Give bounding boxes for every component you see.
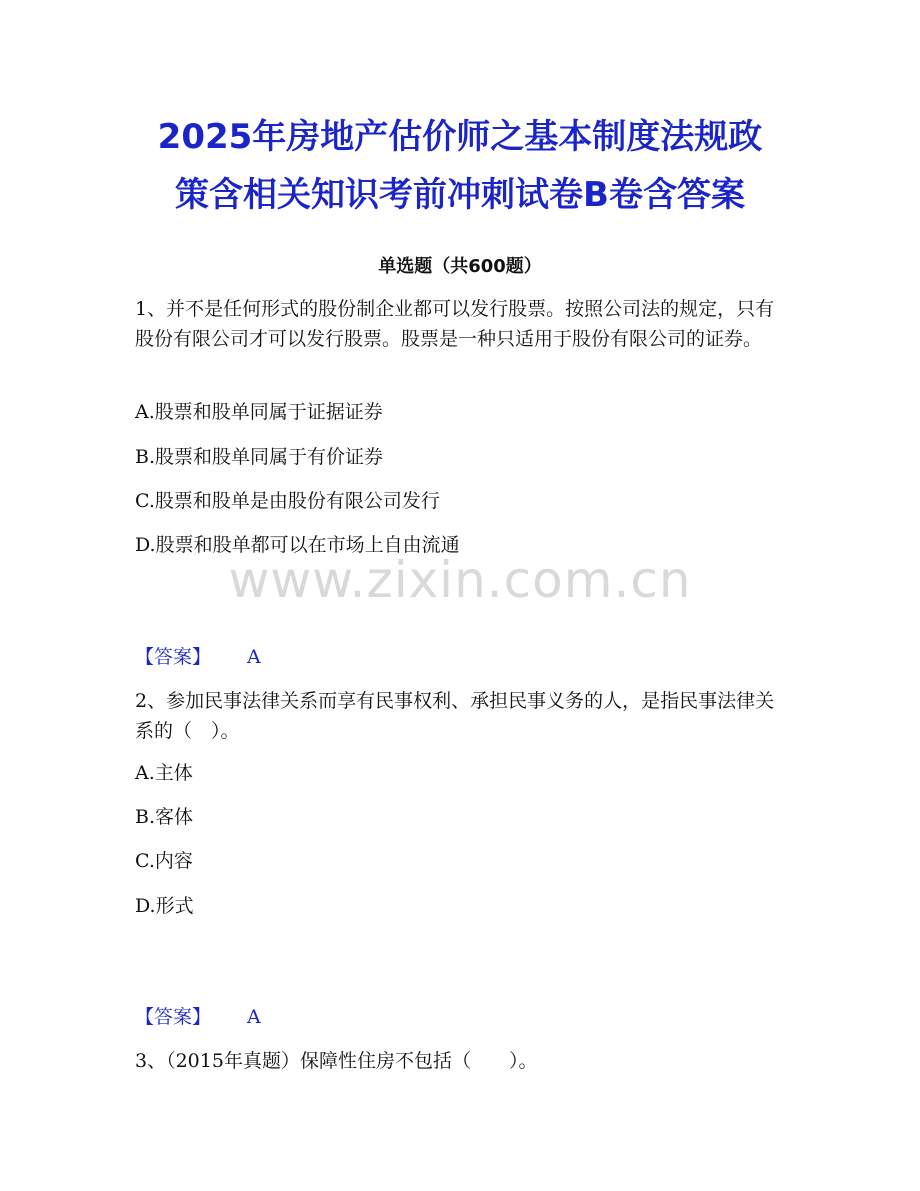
question-2-option-c: C.内容: [135, 850, 193, 872]
question-2-answer: [135, 1004, 261, 1030]
answer-label: 【答案】: [135, 646, 212, 668]
answer-value: A: [247, 1006, 261, 1028]
answer-value: A: [247, 646, 261, 668]
question-1-answer: [135, 644, 261, 670]
question-1-option-b: B.股票和股单同属于有价证券: [135, 446, 384, 468]
title-line-2: 策含相关知识考前冲刺试卷B卷含答案: [175, 175, 745, 215]
question-2-option-a: A.主体: [135, 762, 193, 784]
watermark: www.zixin.com.cn: [228, 551, 692, 609]
question-2-option-d: D.形式: [135, 895, 194, 917]
question-1-option-c: C.股票和股单是由股份有限公司发行: [135, 490, 440, 512]
section-heading: 单选题（共600题）: [378, 256, 542, 277]
question-3: 3、（2015年真题）保障性住房不包括（ ）。: [135, 1050, 538, 1072]
question-2-option-b: B.客体: [135, 806, 194, 828]
title-line-1: 2025年房地产估价师之基本制度法规政: [157, 117, 763, 157]
question-1-option-d: D.股票和股单都可以在市场上自由流通: [135, 534, 460, 556]
question-1: 1、并不是任何形式的股份制企业都可以发行股票。按照公司法的规定，只有股份有限公司才可以发行股票。股票是一种只适用于股份有限公司的证券。: [135, 298, 775, 350]
answer-label: 【答案】: [135, 1006, 212, 1028]
document-title: [0, 108, 920, 224]
question-2: 2、参加民事法律关系而享有民事权利、承担民事义务的人，是指民事法律关系的（ ）。: [135, 690, 775, 742]
question-1-option-a: A.股票和股单同属于证据证券: [135, 401, 383, 423]
